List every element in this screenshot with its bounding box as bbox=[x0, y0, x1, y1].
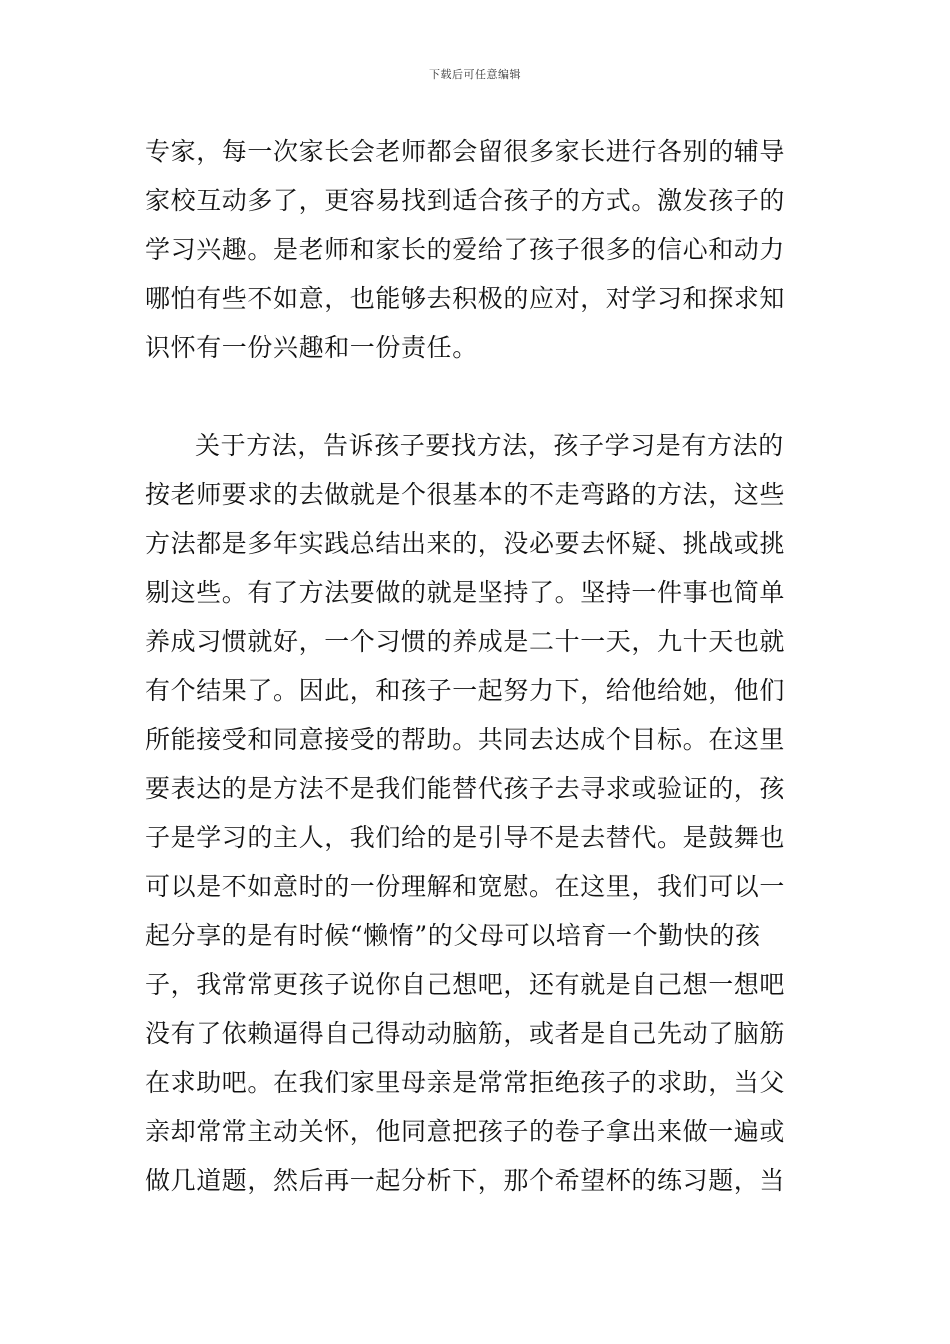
text-line: 识怀有一份兴趣和一份责任。 bbox=[145, 333, 478, 362]
text-line: 要表达的是方法不是我们能替代孩子去寻求或验证的，孩 bbox=[145, 774, 786, 803]
document-body bbox=[145, 127, 807, 1205]
text-line: 可以是不如意时的一份理解和宽慰。在这里，我们可以一 bbox=[145, 872, 786, 901]
text-line: 所能接受和同意接受的帮助。共同去达成个目标。在这里 bbox=[145, 725, 786, 754]
text-line: 养成习惯就好，一个习惯的养成是二十一天，九十天也就 bbox=[145, 627, 786, 656]
paragraph-2 bbox=[145, 421, 807, 1205]
text-line: 亲却常常主动关怀，他同意把孩子的卷子拿出来做一遍或 bbox=[145, 1117, 786, 1146]
text-line: 子是学习的主人，我们给的是引导不是去替代。是鼓舞也 bbox=[145, 823, 786, 852]
text-line: 学习兴趣。是老师和家长的爱给了孩子很多的信心和动力 bbox=[145, 235, 786, 264]
paragraph-gap bbox=[145, 372, 807, 421]
text-line: 起分享的是有时候“懒惰”的父母可以培育一个勤快的孩 bbox=[145, 921, 761, 950]
text-line: 方法都是多年实践总结出来的，没必要去怀疑、挑战或挑 bbox=[145, 529, 786, 558]
text-line: 剔这些。有了方法要做的就是坚持了。坚持一件事也简单 bbox=[145, 578, 786, 607]
text-line: 专家，每一次家长会老师都会留很多家长进行各别的辅导 bbox=[145, 137, 786, 166]
text-line: 家校互动多了，更容易找到适合孩子的方式。激发孩子的 bbox=[145, 186, 786, 215]
page-header: 下载后可任意编辑 bbox=[429, 68, 521, 81]
text-line-indented: 关于方法，告诉孩子要找方法，孩子学习是有方法的 bbox=[195, 431, 784, 460]
text-line: 哪怕有些不如意，也能够去积极的应对，对学习和探求知 bbox=[145, 284, 786, 313]
text-line: 做几道题，然后再一起分析下，那个希望杯的练习题，当 bbox=[145, 1166, 786, 1195]
text-line: 按老师要求的去做就是个很基本的不走弯路的方法，这些 bbox=[145, 480, 786, 509]
text-line: 子，我常常更孩子说你自己想吧，还有就是自己想一想吧 bbox=[145, 970, 786, 999]
text-line: 有个结果了。因此，和孩子一起努力下，给他给她，他们 bbox=[145, 676, 786, 705]
text-line: 没有了依赖逼得自己得动动脑筋，或者是自己先动了脑筋 bbox=[145, 1019, 786, 1048]
paragraph-1 bbox=[145, 127, 807, 372]
text-line: 在求助吧。在我们家里母亲是常常拒绝孩子的求助，当父 bbox=[145, 1068, 786, 1097]
